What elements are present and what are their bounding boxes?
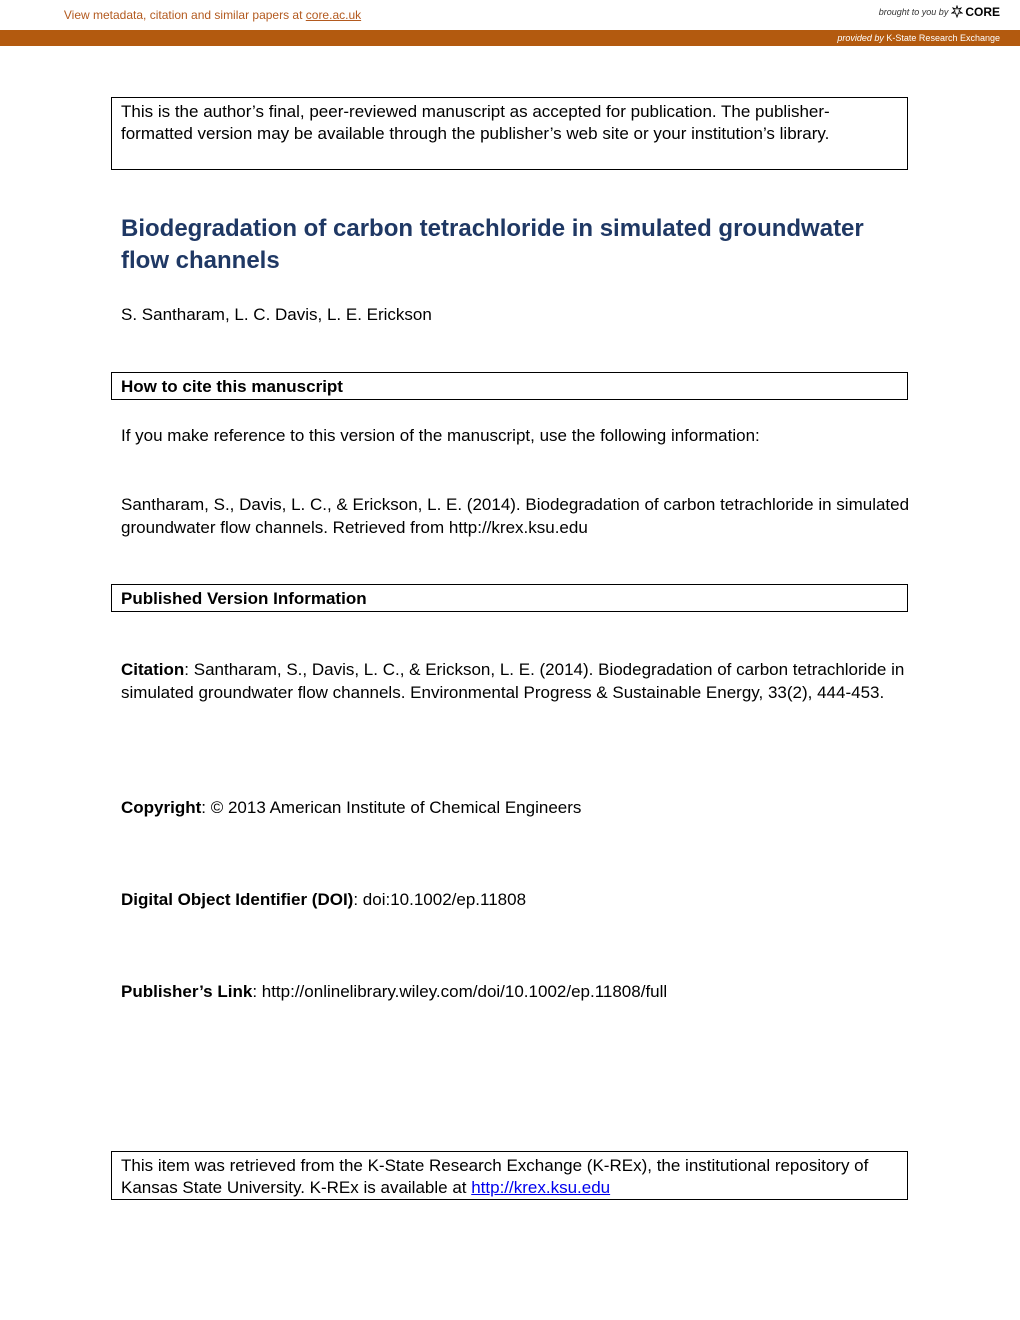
reference-intro: If you make reference to this version of the manuscript, use the following information: xyxy=(121,426,760,445)
core-logo[interactable] xyxy=(951,5,1000,19)
core-brought-by xyxy=(879,5,1000,19)
core-banner xyxy=(0,0,1020,30)
citation-text: : Santharam, S., Davis, L. C., & Erickson, L. E. (2014). Biodegradation of carbon tetrachloride in simulated groundwater flow channels. Environmental Progress & Sustainable Energy, 33(2), 444-453. xyxy=(121,660,905,702)
published-citation xyxy=(121,658,911,704)
publisher-link-text: : http://onlinelibrary.wiley.com/doi/10.1002/ep.11808/full xyxy=(252,982,668,1001)
core-provided-by xyxy=(837,33,1000,43)
reference-citation: Santharam, S., Davis, L. C., & Erickson, L. E. (2014). Biodegradation of carbon tetrachloride in simulated groundwater flow channels. Retrieved from http://krex.ksu.edu xyxy=(121,495,910,537)
krex-footer-box xyxy=(111,1151,908,1200)
publisher-link-label: Publisher’s Link xyxy=(121,982,253,1001)
provider-name[interactable]: K-State Research Exchange xyxy=(886,33,1000,43)
krex-footer-text: This item was retrieved from the K-State Research Exchange (K-REx), the institutional repository of Kansas State University. K-REx is available at xyxy=(121,1156,869,1197)
core-metadata-text: View metadata, citation and similar papers at xyxy=(63,8,306,22)
manuscript-notice-box xyxy=(111,97,908,170)
paper-title: Biodegradation of carbon tetrachloride in simulated groundwater flow channels xyxy=(121,215,864,274)
copyright-text: : © 2013 American Institute of Chemical Engineers xyxy=(201,798,582,817)
core-logo-icon xyxy=(951,5,963,19)
copyright-label: Copyright xyxy=(121,798,202,817)
doi-text: : doi:10.1002/ep.11808 xyxy=(353,890,527,909)
how-to-cite-heading-box xyxy=(111,372,908,400)
doi-line xyxy=(121,888,911,911)
krex-link[interactable]: http://krex.ksu.edu xyxy=(471,1178,611,1197)
how-to-cite-heading: How to cite this manuscript xyxy=(121,377,343,396)
published-version-heading-box xyxy=(111,584,908,612)
publisher-link-line xyxy=(121,980,911,1003)
brought-by-text: brought to you by xyxy=(878,7,949,17)
manuscript-notice-text: This is the author’s final, peer-reviewed manuscript as accepted for publication. The publisher-formatted version may be available through the publisher’s web site or your institution’s library. xyxy=(121,102,830,143)
paper-authors: S. Santharam, L. C. Davis, L. E. Erickson xyxy=(121,305,432,324)
core-ac-uk-link[interactable]: core.ac.uk xyxy=(305,8,362,22)
core-metadata-notice xyxy=(0,8,425,22)
doi-label: Digital Object Identifier (DOI) xyxy=(121,890,354,909)
core-logo-text: CORE xyxy=(965,5,1000,19)
citation-label: Citation xyxy=(121,660,185,679)
copyright-line xyxy=(121,796,911,819)
provided-by-text: provided by xyxy=(837,33,884,43)
published-version-heading: Published Version Information xyxy=(121,589,367,608)
